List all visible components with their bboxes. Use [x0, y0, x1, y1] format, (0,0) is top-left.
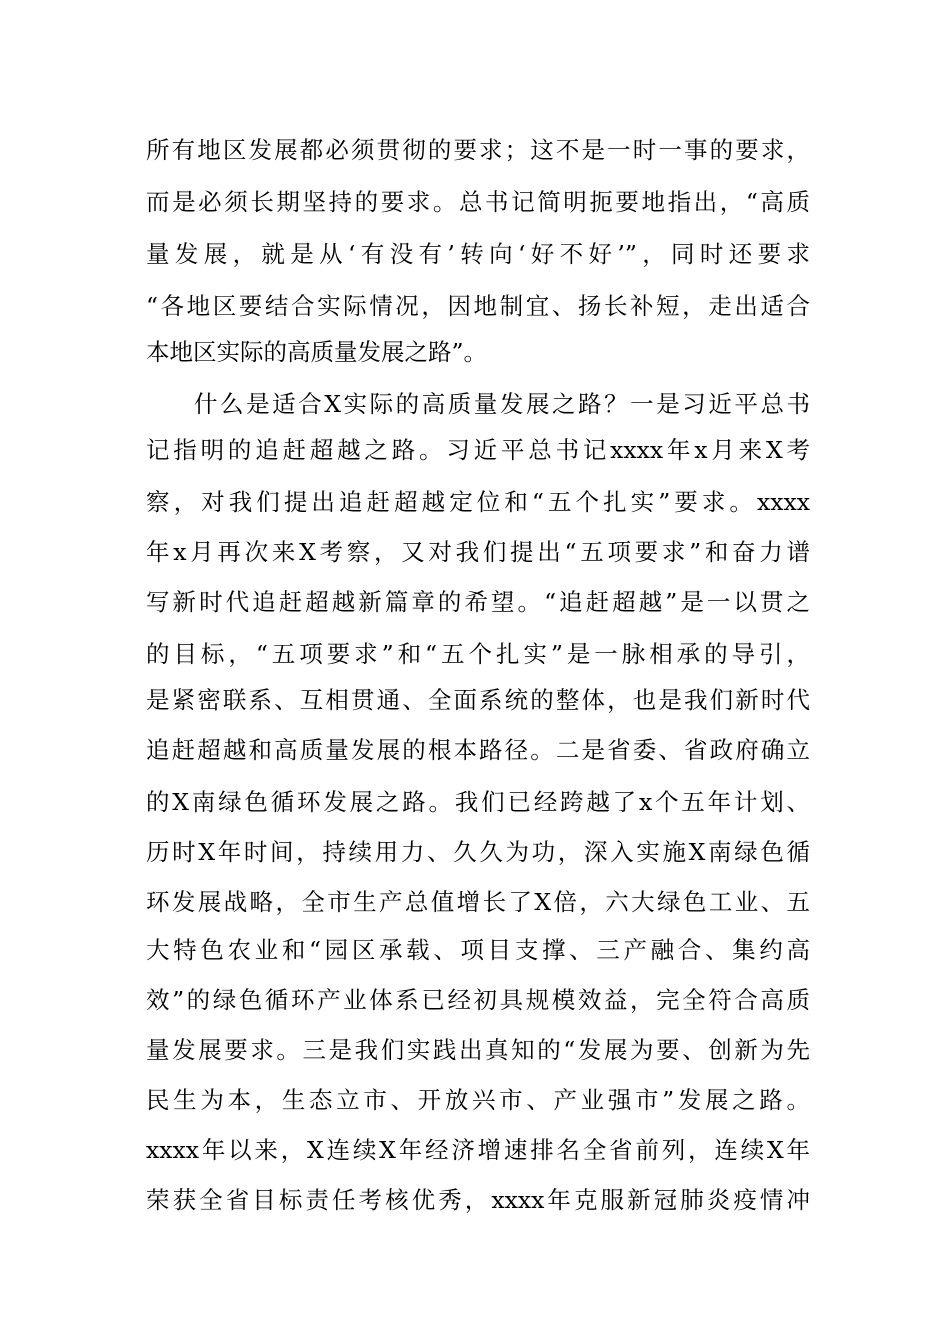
paragraph-2-line-8: 追赶超越和高质量发展的根本路径。二是省委、省政府确立 — [146, 736, 810, 764]
paragraph-2-line-4: 年x月再次来X考察，又对我们提出“五项要求”和奋力谱 — [146, 538, 810, 566]
paragraph-2-line-16: xxxx年以来，X连续X年经济增速排名全省前列，连续X年 — [146, 1136, 810, 1164]
paragraph-2-line-6: 的目标，“五项要求”和“五个扎实”是一脉相承的导引， — [146, 640, 810, 668]
paragraph-2-line-2: 记指明的追赶超越之路。习近平总书记xxxx年x月来X考 — [146, 436, 810, 464]
paragraph-2-line-5: 写新时代追赶超越新篇章的希望。“追赶超越”是一以贯之 — [146, 588, 810, 616]
paragraph-2-line-14: 量发展要求。三是我们实践出真知的“发展为要、创新为先 — [146, 1036, 810, 1064]
paragraph-2-line-17: 荣获全省目标责任考核优秀，xxxx年克服新冠肺炎疫情冲 — [146, 1186, 810, 1214]
paragraph-2-line-3: 察，对我们提出追赶超越定位和“五个扎实”要求。xxxx — [146, 488, 810, 516]
paragraph-2-line-10: 历时X年时间，持续用力、久久为功，深入实施X南绿色循 — [146, 838, 810, 866]
paragraph-1-line-3: 量发展，就是从‘有没有’转向‘好不好’”，同时还要求 — [146, 240, 810, 268]
paragraph-1-line-5: 本地区实际的高质量发展之路”。 — [146, 338, 488, 366]
paragraph-2-line-11: 环发展战略，全市生产总值增长了X倍，六大绿色工业、五 — [146, 888, 810, 916]
paragraph-1-line-2: 而是必须长期坚持的要求。总书记简明扼要地指出，“高质 — [146, 188, 810, 216]
paragraph-2-line-12: 大特色农业和“园区承载、项目支撑、三产融合、集约高 — [146, 936, 810, 964]
paragraph-2-line-1: 什么是适合X实际的高质量发展之路？一是习近平总书 — [194, 390, 810, 418]
paragraph-1-line-1: 所有地区发展都必须贯彻的要求；这不是一时一事的要求， — [146, 136, 810, 164]
paragraph-1-line-4: “各地区要结合实际情况，因地制宜、扬长补短，走出适合 — [146, 292, 810, 320]
paragraph-2-line-13: 效”的绿色循环产业体系已经初具规模效益，完全符合高质 — [146, 986, 810, 1014]
paragraph-2-line-7: 是紧密联系、互相贯通、全面系统的整体，也是我们新时代 — [146, 686, 810, 714]
paragraph-2-line-9: 的X南绿色循环发展之路。我们已经跨越了x个五年计划、 — [146, 788, 810, 816]
paragraph-2-line-15: 民生为本，生态立市、开放兴市、产业强市”发展之路。 — [146, 1086, 810, 1114]
